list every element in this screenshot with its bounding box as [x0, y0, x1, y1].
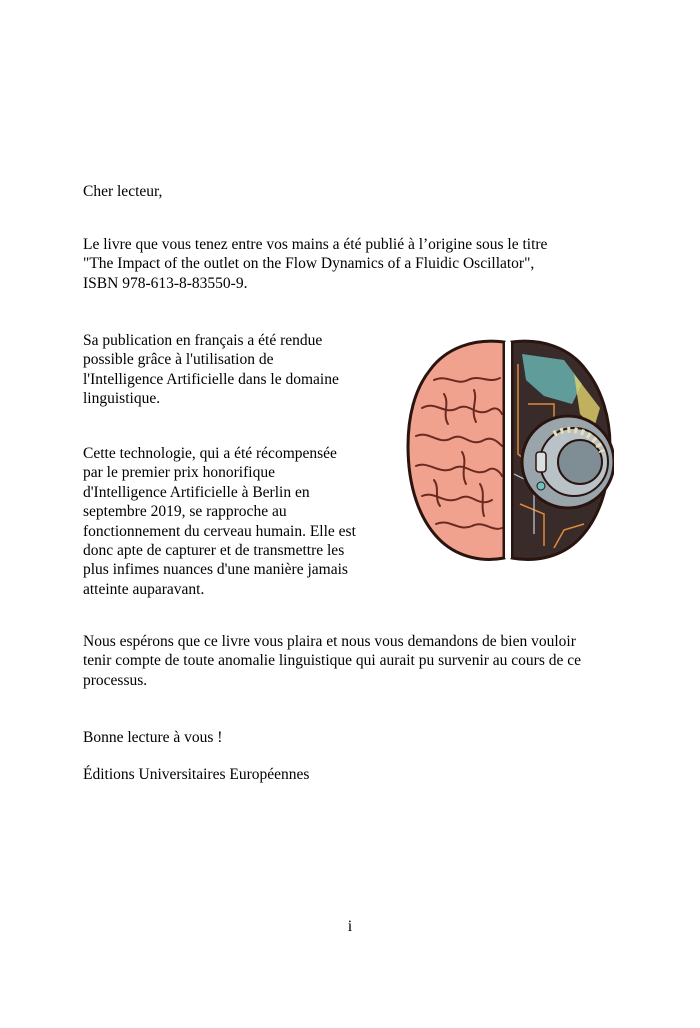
page-number: i	[347, 918, 353, 935]
brain-illustration	[404, 334, 614, 564]
greeting: Cher lecteur,	[83, 183, 163, 200]
closing-line: Bonne lecture à vous !	[83, 729, 223, 746]
publication-paragraph: Sa publication en français a été rendue possible grâce à l'utilisation de l'Intelligence Artificielle dans le domaine linguistique.	[83, 332, 339, 408]
hope-paragraph: Nous espérons que ce livre vous plaira et nous vous demandons de bien vouloir tenir compte de toute anomalie linguistique qui aurait pu survenir au cours de ce processus.	[83, 633, 581, 689]
publisher-signature: Éditions Universitaires Européennes	[83, 766, 310, 783]
intro-paragraph: Le livre que vous tenez entre vos mains a été publié à l’origine sous le titre "The Impact of the outlet on the Flow Dynamics of a Fluidic Oscillator", ISBN 978-613-8-83550-9.	[83, 236, 548, 292]
brain-half-organic-half-mechanical-icon	[404, 334, 614, 564]
technology-paragraph: Cette technologie, qui a été récompensée par le premier prix honorifique d'Intelligence Artificielle à Berlin en septembre 2019, se rapproche au fonctionnement du cerveau humain. Elle est donc apte de capturer et de transmettre les plus infimes nuances d'une manière jamais atteinte auparavant.	[83, 445, 356, 598]
